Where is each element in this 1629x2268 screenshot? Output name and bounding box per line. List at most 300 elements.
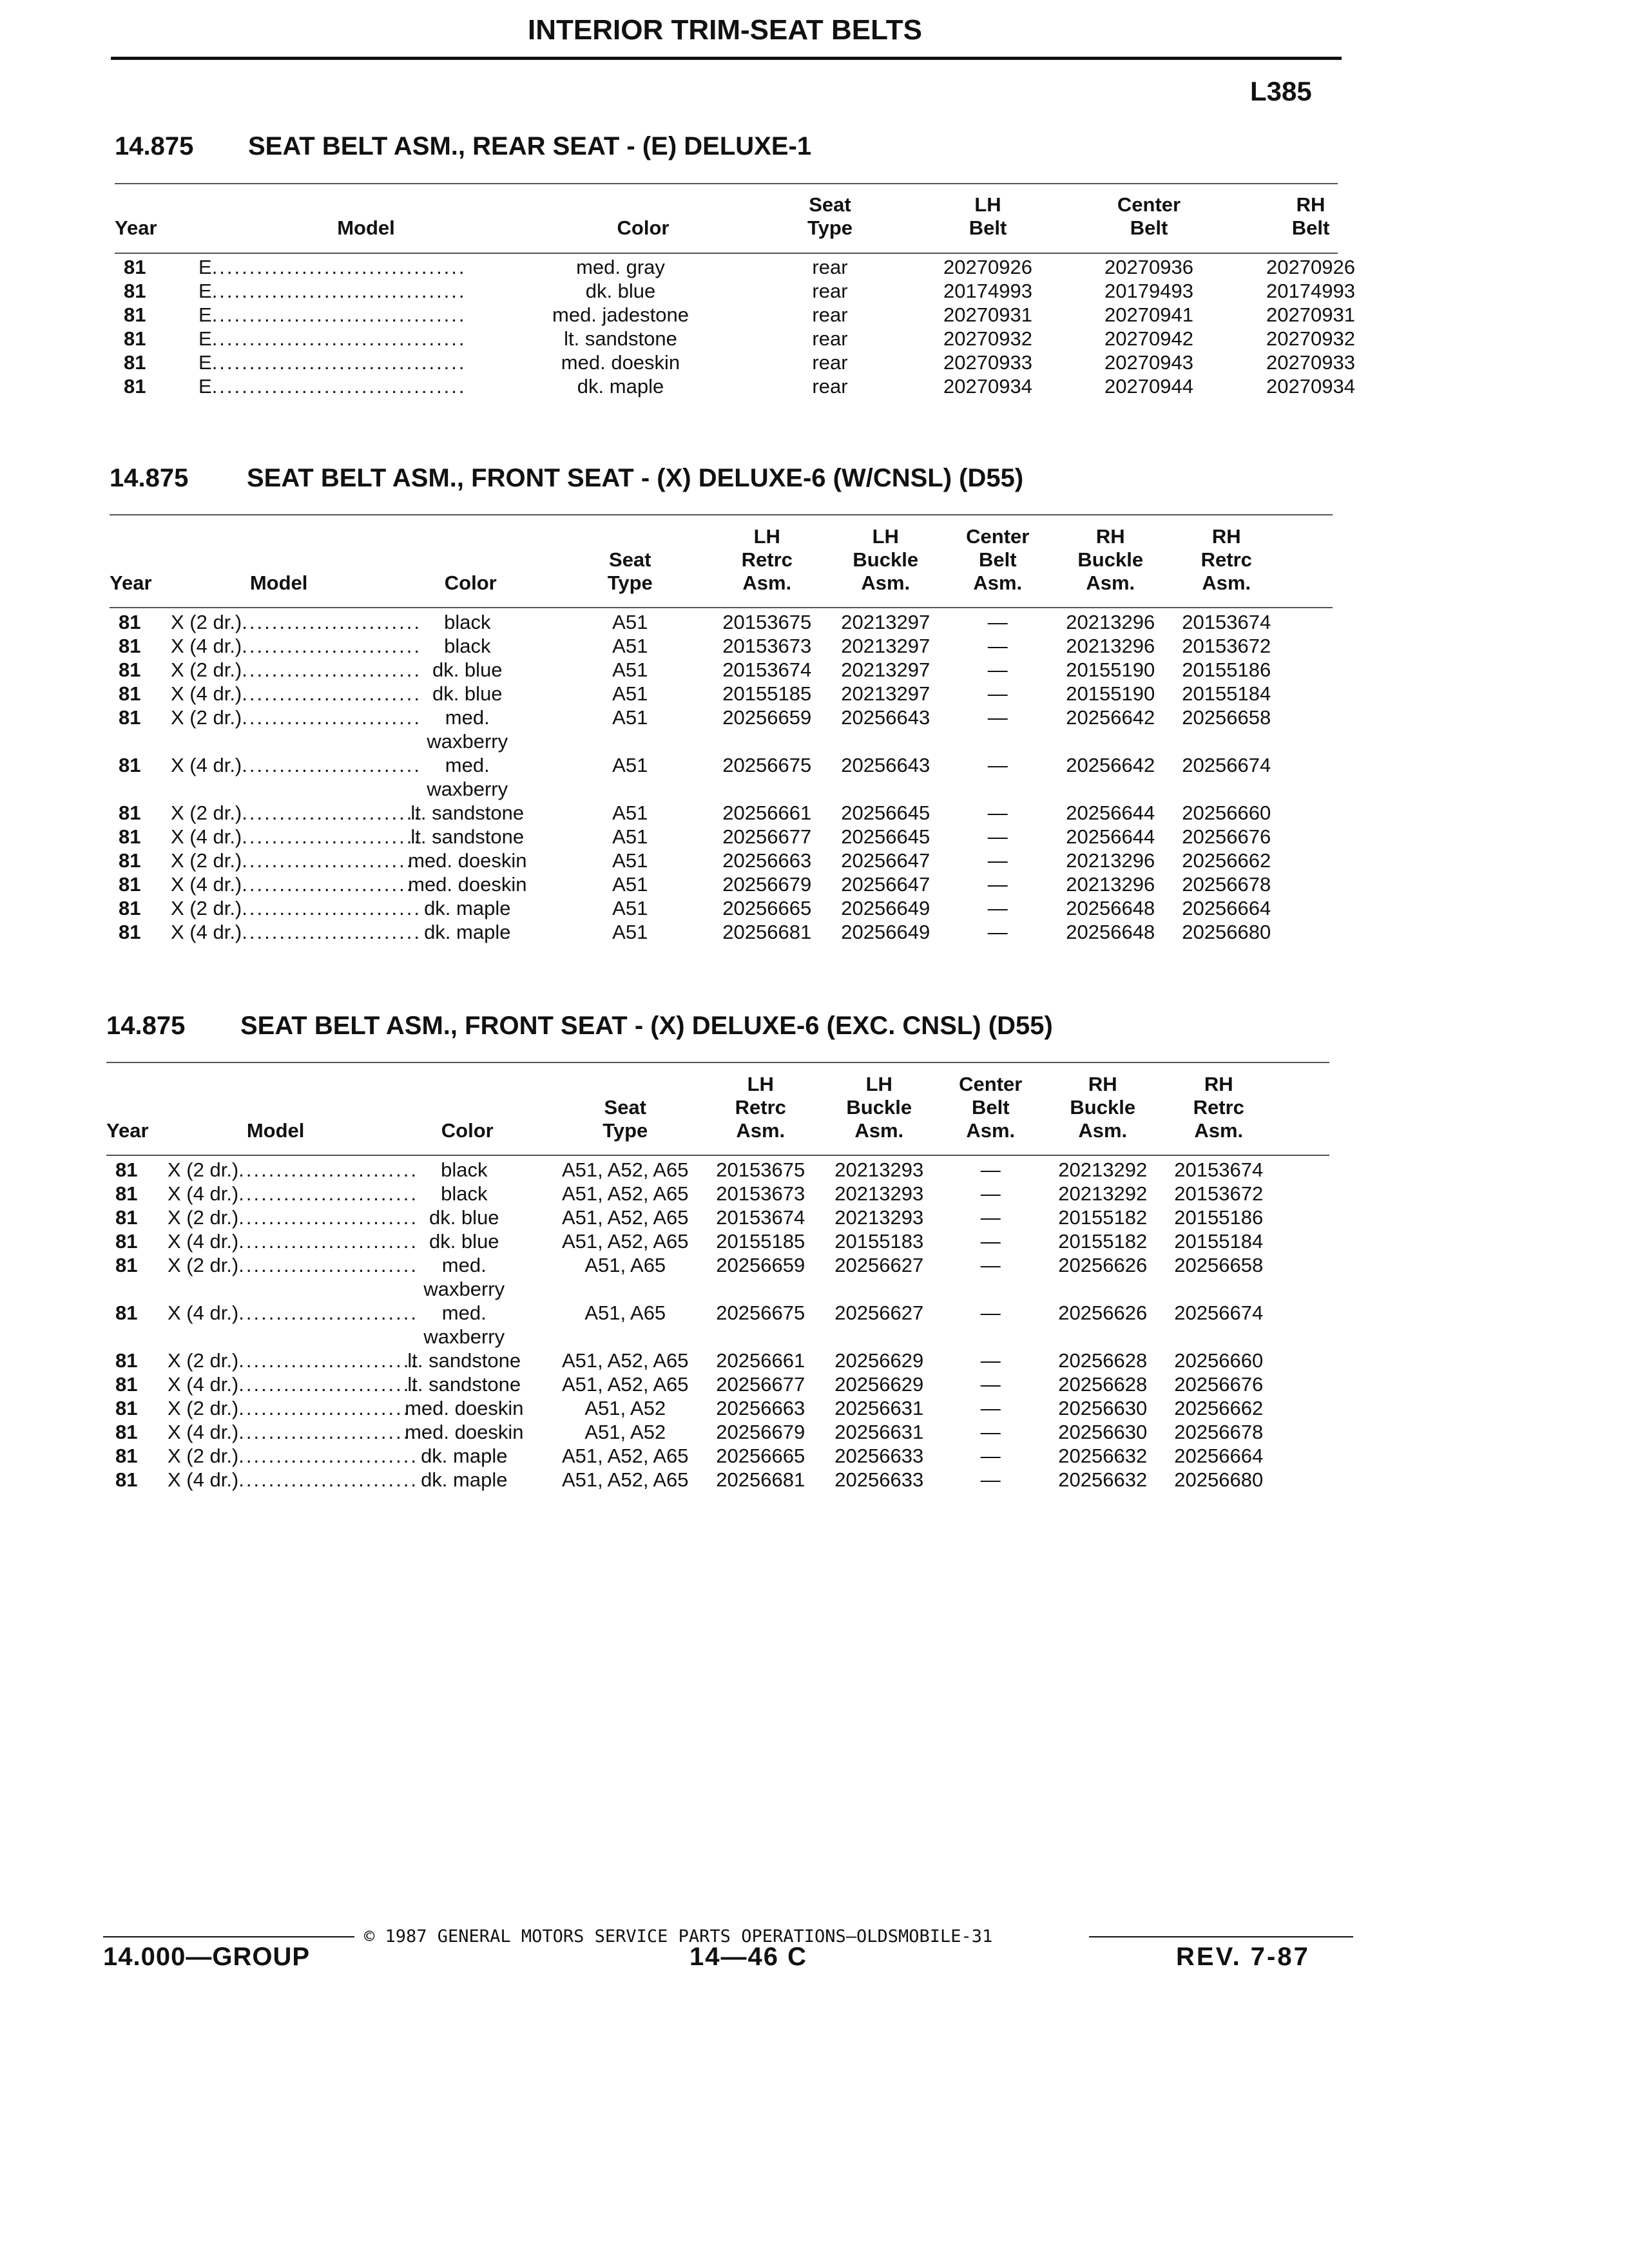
year-cell: 81 <box>115 1373 138 1396</box>
part-number-cell: 20256644 <box>1066 825 1155 848</box>
table-row <box>106 1420 1277 1444</box>
model-label: X (4 dr.) <box>171 921 242 943</box>
part-number-cell: 20256675 <box>716 1302 805 1324</box>
seat-type-cell: A51 <box>612 849 648 872</box>
part-number-cell: — <box>987 873 1008 896</box>
part-number-cell: 20270932 <box>1266 327 1355 350</box>
part-number-cell: 20213297 <box>841 611 930 633</box>
color-cell: med. doeskin <box>405 1397 524 1419</box>
footer-rule-left <box>103 1936 354 1937</box>
seat-type-cell: A51, A52, A65 <box>562 1158 689 1181</box>
page-header-title: INTERIOR TRIM-SEAT BELTS <box>528 14 922 46</box>
part-number-cell: 20153675 <box>722 611 812 633</box>
color-cell: med. waxberry <box>427 706 508 753</box>
table-row <box>110 896 1284 920</box>
part-number-cell: 20155185 <box>722 682 812 705</box>
section-1-title: SEAT BELT ASM., REAR SEAT - (E) DELUXE-1 <box>248 132 812 160</box>
table-row <box>115 303 1392 327</box>
color-cell: dk. maple <box>424 921 511 943</box>
model-label: X (2 dr.) <box>168 1158 239 1181</box>
model-cell <box>171 610 421 634</box>
part-number-cell: 20256661 <box>722 802 812 824</box>
seat-type-cell: A51, A52 <box>584 1397 666 1419</box>
table-row <box>106 1158 1277 1182</box>
color-cell: lt. sandstone <box>410 825 525 848</box>
model-label: E <box>198 351 212 374</box>
column-header: Year <box>110 572 152 594</box>
year-cell: 81 <box>119 825 141 848</box>
part-number-cell: 20213293 <box>834 1206 924 1229</box>
year-cell: 81 <box>119 611 141 633</box>
model-cell <box>171 753 421 801</box>
table-row <box>110 920 1284 944</box>
leader-dots: ........................ <box>238 1349 418 1372</box>
leader-dots: .................................. <box>211 256 467 278</box>
model-cell <box>168 1229 418 1253</box>
table-row <box>110 825 1284 849</box>
part-number-cell: 20256648 <box>1066 897 1155 919</box>
model-label: X (4 dr.) <box>171 682 242 705</box>
part-number-cell: 20256665 <box>722 897 812 919</box>
part-number-cell: — <box>987 682 1008 705</box>
model-label: X (2 dr.) <box>168 1445 239 1467</box>
model-cell <box>198 303 534 327</box>
color-cell: dk. maple <box>421 1468 508 1491</box>
part-number-cell: 20256642 <box>1066 754 1155 776</box>
part-number-cell: 20256626 <box>1058 1302 1148 1324</box>
year-cell: 81 <box>124 280 146 302</box>
column-header: LH Retrc Asm. <box>741 525 793 594</box>
model-cell <box>171 849 421 872</box>
part-number-cell: — <box>987 849 1008 872</box>
part-number-cell: 20270933 <box>1266 351 1355 374</box>
table-row <box>115 351 1392 374</box>
part-number-cell: 20256658 <box>1174 1254 1264 1276</box>
color-cell: lt. sandstone <box>410 802 525 824</box>
leader-dots: ........................ <box>242 706 421 729</box>
model-label: X (2 dr.) <box>171 611 242 633</box>
seat-type-cell: A51 <box>612 611 648 633</box>
model-cell <box>171 896 421 920</box>
part-number-cell: 20256664 <box>1182 897 1271 919</box>
table-row <box>106 1372 1277 1396</box>
model-label: X (2 dr.) <box>168 1349 239 1372</box>
part-number-cell: — <box>980 1182 1001 1205</box>
part-number-cell: 20256633 <box>834 1445 924 1467</box>
leader-dots: .................................. <box>211 375 467 398</box>
part-number-cell: 20270943 <box>1104 351 1193 374</box>
model-label: X (4 dr.) <box>171 873 242 896</box>
model-cell <box>171 825 421 849</box>
year-cell: 81 <box>115 1302 138 1324</box>
color-cell: med. doeskin <box>561 351 680 374</box>
column-header: Seat Type <box>607 548 653 594</box>
part-number-cell: 20256678 <box>1182 873 1271 896</box>
part-number-cell: 20256676 <box>1174 1373 1264 1396</box>
seat-type-cell: A51 <box>612 921 648 943</box>
part-number-cell: — <box>987 825 1008 848</box>
part-number-cell: 20153674 <box>716 1206 805 1229</box>
model-label: X (4 dr.) <box>171 635 242 657</box>
model-cell <box>198 327 534 351</box>
table-row <box>106 1206 1277 1229</box>
leader-dots: .................................. <box>211 280 467 302</box>
part-number-cell: — <box>980 1254 1001 1276</box>
column-header: LH Buckle Asm. <box>853 525 919 594</box>
part-number-cell: 20256632 <box>1058 1445 1148 1467</box>
part-number-cell: 20155186 <box>1182 658 1271 681</box>
part-number-cell: 20256632 <box>1058 1468 1148 1491</box>
table-row <box>106 1349 1277 1372</box>
seat-type-cell: rear <box>812 303 848 326</box>
model-label: E <box>198 303 212 326</box>
model-label: X (4 dr.) <box>168 1230 239 1253</box>
section-1-top-rule <box>115 183 1338 184</box>
year-cell: 81 <box>115 1468 138 1491</box>
seat-type-cell: A51, A52, A65 <box>562 1230 689 1253</box>
year-cell: 81 <box>124 327 146 350</box>
seat-type-cell: A51 <box>612 873 648 896</box>
part-number-cell: 20270931 <box>1266 303 1355 326</box>
part-number-cell: 20256643 <box>841 706 930 729</box>
seat-type-cell: rear <box>812 327 848 350</box>
color-cell: lt. sandstone <box>564 327 677 350</box>
table-row <box>110 849 1284 872</box>
part-number-cell: 20213297 <box>841 635 930 657</box>
year-cell: 81 <box>119 849 141 872</box>
year-cell: 81 <box>115 1421 138 1443</box>
section-2-title: SEAT BELT ASM., FRONT SEAT - (X) DELUXE-6 (W/CNSL) (D55) <box>247 464 1024 492</box>
footer-revision: REV. 7-87 <box>1176 1943 1310 1971</box>
part-number-cell: 20270931 <box>943 303 1032 326</box>
part-number-cell: 20256627 <box>834 1302 924 1324</box>
footer-copyright: © 1987 GENERAL MOTORS SERVICE PARTS OPERATIONS—OLDSMOBILE-31 <box>364 1927 993 1946</box>
part-number-cell: 20270936 <box>1104 256 1193 278</box>
color-cell: med. doeskin <box>408 873 527 896</box>
model-label: X (4 dr.) <box>168 1468 239 1491</box>
table-row <box>115 374 1392 398</box>
seat-type-cell: A51, A52, A65 <box>562 1349 689 1372</box>
table-row <box>106 1468 1277 1492</box>
part-number-cell: 20256626 <box>1058 1254 1148 1276</box>
color-cell: med. doeskin <box>405 1421 524 1443</box>
footer-rule-right <box>1089 1936 1353 1937</box>
part-number-cell: 20270932 <box>943 327 1032 350</box>
seat-type-cell: A51 <box>612 825 648 848</box>
color-cell: dk. maple <box>424 897 511 919</box>
table-row <box>106 1229 1277 1253</box>
part-number-cell: — <box>987 754 1008 776</box>
part-number-cell: — <box>987 611 1008 633</box>
model-cell <box>168 1444 418 1468</box>
color-cell: black <box>441 1182 488 1205</box>
leader-dots: ........................ <box>242 873 421 896</box>
part-number-cell: 20256648 <box>1066 921 1155 943</box>
part-number-cell: 20256645 <box>841 825 930 848</box>
color-cell: lt. sandstone <box>407 1349 521 1372</box>
part-number-cell: 20256658 <box>1182 706 1271 729</box>
year-cell: 81 <box>124 375 146 398</box>
part-number-cell: — <box>987 921 1008 943</box>
header-spacer <box>110 599 1284 610</box>
model-cell <box>171 634 421 658</box>
part-number-cell: 20213296 <box>1066 635 1155 657</box>
part-number-cell: 20256631 <box>834 1421 924 1443</box>
part-number-cell: 20256628 <box>1058 1373 1148 1396</box>
part-number-cell: 20270926 <box>943 256 1032 278</box>
part-number-cell: 20153674 <box>722 658 812 681</box>
model-label: X (4 dr.) <box>168 1421 239 1443</box>
section-3-top-rule <box>106 1062 1329 1063</box>
table-header-row <box>106 1073 1277 1146</box>
color-cell: med. jadestone <box>552 303 689 326</box>
leader-dots: ........................ <box>242 635 421 657</box>
part-number-cell: 20155183 <box>834 1230 924 1253</box>
year-cell: 81 <box>119 658 141 681</box>
part-number-cell: 20270933 <box>943 351 1032 374</box>
table-row <box>110 801 1284 825</box>
part-number-cell: 20256629 <box>834 1373 924 1396</box>
color-cell: dk. maple <box>577 375 664 398</box>
seat-type-cell: rear <box>812 280 848 302</box>
part-number-cell: 20256680 <box>1174 1468 1264 1491</box>
leader-dots: ........................ <box>238 1302 418 1324</box>
model-label: X (4 dr.) <box>171 825 242 848</box>
table-row <box>106 1301 1277 1349</box>
model-cell <box>168 1301 418 1349</box>
table-row <box>110 753 1284 801</box>
column-header: Seat Type <box>602 1096 648 1142</box>
model-label: E <box>198 256 212 278</box>
year-cell: 81 <box>115 1445 138 1467</box>
part-number-cell: — <box>980 1349 1001 1372</box>
seat-type-cell: A51 <box>612 635 648 657</box>
part-number-cell: 20256649 <box>841 921 930 943</box>
header-spacer <box>106 1146 1277 1158</box>
seat-type-cell: A51, A65 <box>584 1302 666 1324</box>
seat-type-cell: rear <box>812 256 848 278</box>
column-header: RH Retrc Asm. <box>1193 1073 1244 1142</box>
part-number-cell: 20155185 <box>716 1230 805 1253</box>
year-cell: 81 <box>115 1206 138 1229</box>
leader-dots: ........................ <box>238 1468 418 1491</box>
part-number-cell: 20256631 <box>834 1397 924 1419</box>
part-number-cell: — <box>980 1468 1001 1491</box>
part-number-cell: 20256659 <box>716 1254 805 1276</box>
part-number-cell: 20256662 <box>1174 1397 1264 1419</box>
model-label: X (2 dr.) <box>171 802 242 824</box>
part-number-cell: 20256630 <box>1058 1421 1148 1443</box>
section-3-number: 14.875 <box>106 1012 186 1040</box>
section-2-top-rule <box>110 514 1333 515</box>
leader-dots: .................................. <box>211 327 467 350</box>
color-cell: black <box>444 611 491 633</box>
part-number-cell: 20213297 <box>841 658 930 681</box>
model-label: X (2 dr.) <box>171 706 242 729</box>
seat-type-cell: A51, A52, A65 <box>562 1206 689 1229</box>
year-cell: 81 <box>124 351 146 374</box>
page-code: L385 <box>1250 76 1312 106</box>
leader-dots: ........................ <box>242 611 421 633</box>
part-number-cell: — <box>980 1397 1001 1419</box>
part-number-cell: 20270926 <box>1266 256 1355 278</box>
part-number-cell: 20153674 <box>1182 611 1271 633</box>
column-header: RH Retrc Asm. <box>1200 525 1252 594</box>
part-number-cell: 20155182 <box>1058 1206 1148 1229</box>
seat-type-cell: A51 <box>612 897 648 919</box>
leader-dots: ........................ <box>238 1182 418 1205</box>
seat-type-cell: rear <box>812 351 848 374</box>
table-row <box>106 1444 1277 1468</box>
seat-type-cell: rear <box>812 375 848 398</box>
column-header: RH Buckle Asm. <box>1070 1073 1136 1142</box>
section-3-table <box>106 1073 1277 1492</box>
year-cell: 81 <box>115 1230 138 1253</box>
model-cell <box>198 279 534 303</box>
part-number-cell: — <box>987 802 1008 824</box>
model-label: X (2 dr.) <box>168 1397 239 1419</box>
part-number-cell: 20256676 <box>1182 825 1271 848</box>
part-number-cell: 20256649 <box>841 897 930 919</box>
model-cell <box>171 872 421 896</box>
part-number-cell: 20256660 <box>1174 1349 1264 1372</box>
model-label: X (2 dr.) <box>168 1254 239 1276</box>
year-cell: 81 <box>119 682 141 705</box>
color-cell: black <box>441 1158 488 1181</box>
column-header: Model <box>246 1119 305 1142</box>
part-number-cell: 20256665 <box>716 1445 805 1467</box>
seat-type-cell: A51, A65 <box>584 1254 666 1276</box>
column-header: Center Belt Asm. <box>966 525 1030 594</box>
part-number-cell: 20256647 <box>841 849 930 872</box>
part-number-cell: 20256681 <box>716 1468 805 1491</box>
part-number-cell: 20256661 <box>716 1349 805 1372</box>
seat-type-cell: A51 <box>612 706 648 729</box>
leader-dots: ........................ <box>238 1445 418 1467</box>
table-row <box>106 1182 1277 1206</box>
seat-type-cell: A51, A52, A65 <box>562 1445 689 1467</box>
leader-dots: ........................ <box>242 849 421 872</box>
leader-dots: ........................ <box>242 682 421 705</box>
model-cell <box>168 1158 418 1182</box>
model-label: X (2 dr.) <box>168 1206 239 1229</box>
model-cell <box>198 351 534 374</box>
model-label: X (4 dr.) <box>168 1373 239 1396</box>
part-number-cell: 20213292 <box>1058 1182 1148 1205</box>
part-number-cell: 20270941 <box>1104 303 1193 326</box>
part-number-cell: 20256677 <box>722 825 812 848</box>
color-cell: med. waxberry <box>423 1254 505 1300</box>
seat-type-cell: A51 <box>612 682 648 705</box>
year-cell: 81 <box>115 1349 138 1372</box>
color-cell: lt. sandstone <box>407 1373 521 1396</box>
part-number-cell: 20256660 <box>1182 802 1271 824</box>
year-cell: 81 <box>115 1158 138 1181</box>
table-row <box>110 610 1284 634</box>
column-header: RH Belt <box>1291 193 1330 239</box>
part-number-cell: 20213296 <box>1066 849 1155 872</box>
model-cell <box>171 658 421 682</box>
model-label: X (4 dr.) <box>168 1182 239 1205</box>
part-number-cell: 20153672 <box>1174 1182 1264 1205</box>
part-number-cell: 20256663 <box>716 1397 805 1419</box>
seat-type-cell: A51 <box>612 754 648 776</box>
color-cell: med. gray <box>576 256 665 278</box>
table-row <box>115 255 1392 279</box>
model-cell <box>168 1468 418 1492</box>
part-number-cell: 20256681 <box>722 921 812 943</box>
part-number-cell: 20256662 <box>1182 849 1271 872</box>
leader-dots: ........................ <box>238 1373 418 1396</box>
color-cell: black <box>444 635 491 657</box>
column-header: Year <box>115 216 157 239</box>
part-number-cell: — <box>987 706 1008 729</box>
column-header: LH Belt <box>969 193 1007 239</box>
leader-dots: ........................ <box>238 1230 418 1253</box>
column-header: Center Belt Asm. <box>959 1073 1023 1142</box>
leader-dots: .................................. <box>211 351 467 374</box>
part-number-cell: 20256633 <box>834 1468 924 1491</box>
model-cell <box>168 1349 418 1372</box>
part-number-cell: 20256678 <box>1174 1421 1264 1443</box>
part-number-cell: 20153674 <box>1174 1158 1264 1181</box>
part-number-cell: 20213292 <box>1058 1158 1148 1181</box>
table-header-row <box>115 193 1392 244</box>
part-number-cell: 20213297 <box>841 682 930 705</box>
column-header: Year <box>106 1119 149 1142</box>
column-header: Color <box>444 572 497 594</box>
year-cell: 81 <box>119 921 141 943</box>
part-number-cell: 20256679 <box>716 1421 805 1443</box>
leader-dots: ........................ <box>238 1397 418 1419</box>
seat-type-cell: A51, A52, A65 <box>562 1468 689 1491</box>
part-number-cell: 20256645 <box>841 802 930 824</box>
year-cell: 81 <box>115 1397 138 1419</box>
part-number-cell: 20256642 <box>1066 706 1155 729</box>
seat-type-cell: A51, A52, A65 <box>562 1182 689 1205</box>
model-label: X (4 dr.) <box>171 754 242 776</box>
column-header: Seat Type <box>807 193 853 239</box>
color-cell: med. waxberry <box>423 1302 505 1348</box>
leader-dots: ........................ <box>242 802 421 824</box>
leader-dots: .................................. <box>211 303 467 326</box>
color-cell: dk. maple <box>421 1445 508 1467</box>
column-header: Model <box>249 572 308 594</box>
column-header: Model <box>337 216 395 239</box>
leader-dots: ........................ <box>242 897 421 919</box>
footer-page-number: 14—46 C <box>689 1943 807 1971</box>
part-number-cell: 20270942 <box>1104 327 1193 350</box>
leader-dots: ........................ <box>242 658 421 681</box>
part-number-cell: 20256674 <box>1174 1302 1264 1324</box>
table-row <box>110 872 1284 896</box>
leader-dots: ........................ <box>242 921 421 943</box>
model-cell <box>171 801 421 825</box>
header-rule <box>111 57 1342 60</box>
model-cell <box>168 1206 418 1229</box>
seat-type-cell: A51 <box>612 802 648 824</box>
model-cell <box>168 1182 418 1206</box>
part-number-cell: 20179493 <box>1104 280 1193 302</box>
model-cell <box>171 706 421 753</box>
model-cell <box>168 1253 418 1301</box>
part-number-cell: 20153675 <box>716 1158 805 1181</box>
part-number-cell: 20213293 <box>834 1182 924 1205</box>
year-cell: 81 <box>124 256 146 278</box>
model-cell <box>171 920 421 944</box>
part-number-cell: — <box>987 635 1008 657</box>
part-number-cell: — <box>980 1206 1001 1229</box>
